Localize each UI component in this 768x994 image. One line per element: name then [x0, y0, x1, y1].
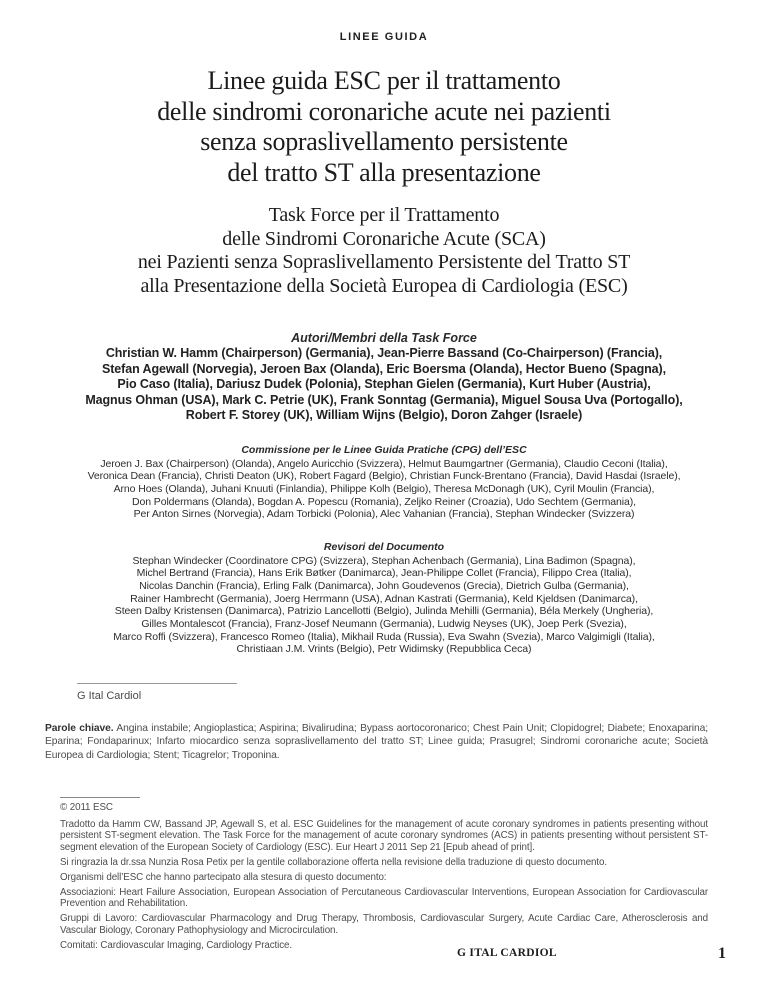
acknowledgement-note: Si ringrazia la dr.ssa Nunzia Rosa Petix per la gentile collaborazione offerta nella revisione della traduzione di questo documento. [60, 856, 608, 868]
keywords-label: Parole chiave. [45, 723, 114, 734]
reviewers-line: Marco Roffi (Svizzera), Francesco Romeo (Italia), Mikhail Ruda (Russia), Eva Swahn (Svezia), Marco Valgimigli (Italia), [113, 630, 655, 643]
cpg-commission-line: Veronica Dean (Francia), Christi Deaton (UK), Robert Fagard (Belgio), Christian Funck-Brentano (Francia), David Hasdai (Israele), [87, 470, 681, 483]
associations-note: Associazioni: Heart Failure Association, European Association of Percutaneous Cardiovascular Interventions, European Association for Cardiovascular Prevention and Rehabilitation. [60, 886, 708, 909]
authors-line: Stefan Agewall (Norvegia), Jeroen Bax (Olanda), Eric Boersma (Olanda), Hector Bueno (Spagna), [102, 361, 666, 376]
journal-citation: G Ital Cardiol [77, 690, 142, 702]
cpg-commission-section [0, 444, 768, 521]
subtitle-line-1: Task Force per il Trattamento [268, 204, 500, 226]
section-kicker: LINEE GUIDA [339, 31, 429, 43]
authors-line: Robert F. Storey (UK), William Wijns (Belgio), Doron Zahger (Israele) [185, 408, 583, 422]
cpg-commission-line: Per Anton Sirnes (Norvegia), Adam Torbicki (Polonia), Alec Vahanian (Francia), Stephan Windecker (Svizzera) [133, 508, 635, 521]
subtitle-line-4: alla Presentazione della Società Europea di Cardiologia (ESC) [140, 274, 628, 297]
article-title [0, 66, 768, 188]
committees-note: Comitati: Cardiovascular Imaging, Cardiology Practice. [60, 939, 292, 951]
reviewers-line: Stephan Windecker (Coordinatore CPG) (Svizzera), Stephan Achenbach (Germania), Lina Badimon (Spagna), [132, 554, 636, 567]
page-number: 1 [718, 945, 726, 962]
cpg-commission-heading: Commissione per le Linee Guida Pratiche (CPG) dell’ESC [241, 444, 527, 456]
title-line-1: Linee guida ESC per il trattamento [207, 66, 561, 95]
reviewers-line: Michel Bertrand (Francia), Hans Erik Bøtker (Danimarca), Jean-Philippe Collet (Francia), Filippo Crea (Italia), [136, 567, 632, 580]
citation-rule [77, 683, 237, 684]
reviewers-line: Nicolas Danchin (Francia), Erling Falk (Danimarca), John Goudevenos (Grecia), Dietrich Gulba (Germania), [139, 579, 629, 592]
keywords-text: Angina instabile; Angioplastica; Aspirina; Bivalirudina; Bypass aortocoronarico; Chest Pain Unit; Clopidogrel; Diabete; Enoxaparina; Eparina; Fondaparinux; Infarto miocardico senza sopraslivellamento del tratto ST; Linee guida; Prasugrel; Sindromi coronariche acute; Società Europea di Cardiologia; Stent; Ticagrelor; Troponina. [45, 723, 708, 761]
reviewers-heading: Revisori del Documento [323, 541, 445, 553]
reviewers-line: Rainer Hambrecht (Germania), Joerg Herrmann (USA), Adnan Kastrati (Germania), Keld Kjeldsen (Danimarca), [130, 592, 638, 605]
reviewers-line: Gilles Montalescot (Francia), Franz-Josef Neumann (Germania), Ludwig Neyses (UK), Joep Perk (Svezia), [141, 618, 627, 631]
cpg-commission-line: Don Poldermans (Olanda), Bogdan A. Popescu (Romania), Zeljko Reiner (Croazia), Udo Sechtem (Germania), [132, 495, 636, 508]
reviewers-line: Christiaan J.M. Vrints (Belgio), Petr Widimsky (Repubblica Ceca) [236, 643, 532, 656]
reviewers-line: Steen Dalby Kristensen (Danimarca), Patrizio Lancellotti (Belgio), Julinda Mehilli (Germania), Béla Merkely (Ungheria), [114, 605, 654, 618]
article-subtitle [0, 204, 768, 298]
footnotes-block [60, 797, 708, 955]
cpg-commission-line: Jeroen J. Bax (Chairperson) (Olanda), Angelo Auricchio (Svizzera), Helmut Baumgartner (Germania), Claudio Ceconi (Italia), [100, 457, 668, 470]
title-line-3: senza sopraslivellamento persistente [200, 127, 568, 156]
document-reviewers-section [0, 541, 768, 656]
translation-note: Tradotto da Hamm CW, Bassand JP, Agewall S, et al. ESC Guidelines for the management of acute coronary syndromes in patients presenting without persistent ST-segment elevation. The Task Force for the management of acute coronary syndromes (ACS) in patients presenting without persistent ST-segment elevation of the European Society of Cardiology (ESC). Eur Heart J 2011 Sep 21 [Epub ahead of print]. [60, 818, 708, 853]
running-journal-title: G ITAL CARDIOL [457, 947, 557, 959]
subtitle-line-3: nei Pazienti senza Sopraslivellamento Persistente del Tratto ST [137, 251, 631, 273]
authors-section [0, 330, 768, 424]
esc-bodies-note: Organismi dell’ESC che hanno partecipato alla stesura di questo documento: [60, 871, 387, 883]
keywords-paragraph [45, 722, 708, 762]
authors-line: Magnus Ohman (USA), Mark C. Petrie (UK), Frank Sonntag (Germania), Miguel Sousa Uva (Portogallo), [85, 392, 683, 407]
authors-line: Pio Caso (Italia), Dariusz Dudek (Polonia), Stephan Gielen (Germania), Kurt Huber (Austria), [117, 377, 651, 391]
working-groups-note: Gruppi di Lavoro: Cardiovascular Pharmacology and Drug Therapy, Thrombosis, Cardiovascular Surgery, Acute Cardiac Care, Atherosclerosis and Vascular Biology, Coronary Pathophysiology and Microcirculation. [60, 913, 708, 936]
page-footer [0, 945, 768, 969]
journal-citation-block [77, 683, 237, 702]
copyright-line: © 2011 ESC [60, 802, 113, 813]
subtitle-line-2: delle Sindromi Coronariche Acute (SCA) [222, 227, 546, 250]
authors-heading: Autori/Membri della Task Force [291, 331, 477, 345]
footnote-rule [60, 797, 140, 798]
authors-line: Christian W. Hamm (Chairperson) (Germania), Jean-Pierre Bassand (Co-Chairperson) (Francia), [105, 346, 663, 360]
title-line-2: delle sindromi coronariche acute nei pazienti [157, 96, 611, 126]
cpg-commission-line: Arno Hoes (Olanda), Juhani Knuuti (Finlandia), Philippe Kolh (Belgio), Theresa McDonagh (UK), Cyril Moulin (Francia), [113, 482, 655, 495]
title-line-4: del tratto ST alla presentazione [227, 157, 541, 187]
